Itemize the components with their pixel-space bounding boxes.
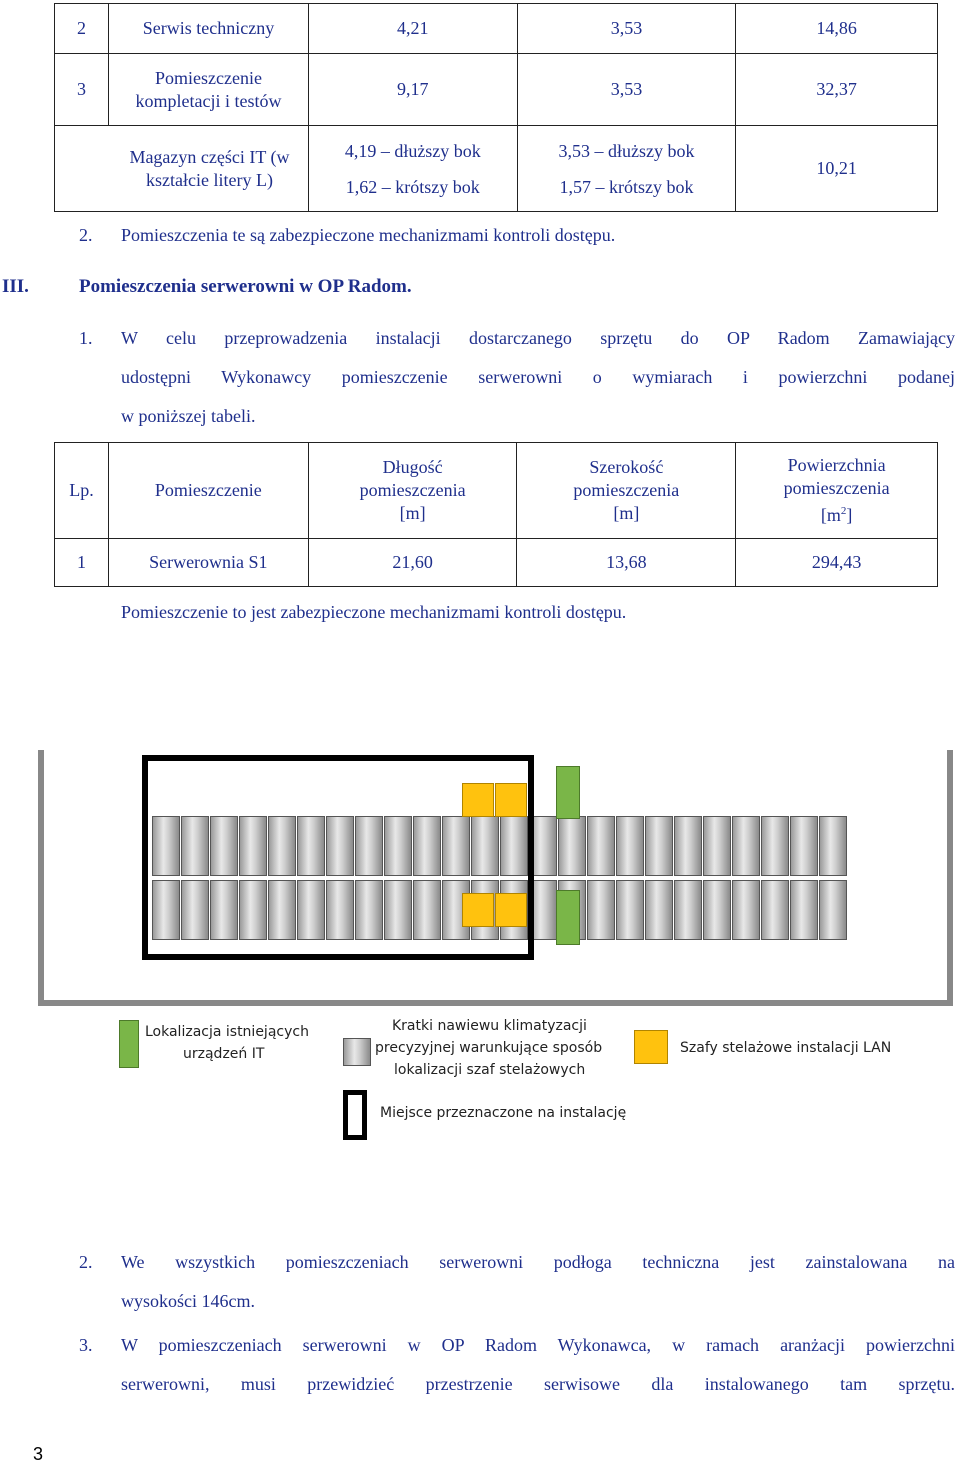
legend-green-label-2: urządzeń IT: [183, 1046, 265, 1062]
wall-left: [38, 750, 44, 1002]
header-length-3: [m]: [399, 503, 426, 523]
cell-area: 32,37: [736, 54, 938, 126]
paragraph-line: serwerowni, musi przewidzieć przestrzenie serwisowe dla instalowanego tam sprzętu.: [121, 1374, 955, 1394]
unit-exponent: 2: [840, 505, 847, 517]
paragraph-line: We wszystkich pomieszczeniach serwerowni podłoga techniczna jest zainstalowana na: [121, 1252, 955, 1272]
width-short: 1,57 – krótszy bok: [559, 176, 694, 197]
cell-area: 14,86: [736, 4, 938, 54]
list-number: 2.: [79, 225, 93, 245]
existing-it-device: [556, 766, 580, 819]
header-width-3: [m]: [613, 503, 640, 523]
paragraph-line: wysokości 146cm.: [121, 1291, 255, 1311]
wall-right: [947, 750, 953, 1002]
cell-length: 4,21: [308, 4, 517, 54]
length-long: 4,19 – dłuższy bok: [344, 140, 481, 161]
air-grill-tile: [703, 816, 731, 876]
cell-name: Serwis techniczny: [108, 4, 308, 54]
server-room-table: [54, 442, 938, 587]
cell-width: 3,53: [517, 4, 736, 54]
cell-length: [308, 126, 517, 212]
air-grill-tile: [674, 880, 702, 940]
list-number: 3.: [79, 1335, 93, 1355]
air-grill-tile: [819, 880, 847, 940]
air-grill-tile: [558, 816, 586, 876]
table-row: [55, 126, 938, 212]
paragraph-line: udostępni Wykonawcy pomieszczenie serwerowni o wymiarach i powierzchni podanej: [121, 367, 955, 387]
legend-install-swatch: [343, 1090, 367, 1140]
unit-open: [m: [820, 505, 841, 525]
cell-length: 9,17: [308, 54, 517, 126]
header-area-3: [740, 500, 933, 527]
table-row: [55, 539, 938, 587]
legend-grill-label-2: precyzyjnej warunkujące sposób: [375, 1040, 603, 1056]
cell-lp: 1: [55, 539, 109, 587]
list-number: 1.: [79, 328, 93, 348]
cell-name: [55, 126, 309, 212]
air-grill-tile: [674, 816, 702, 876]
air-grill-tile: [790, 880, 818, 940]
header-lp: Lp.: [55, 443, 109, 539]
air-grill-tile: [761, 880, 789, 940]
air-grill-tile: [616, 880, 644, 940]
unit-close: ]: [846, 505, 853, 525]
paragraph-line: W celu przeprowadzenia instalacji dostarczanego sprzętu do OP Radom Zamawiający: [121, 328, 955, 348]
wall-bottom: [38, 1000, 953, 1006]
cell-room: Serwerownia S1: [108, 539, 308, 587]
header-length: [308, 443, 517, 539]
air-grill-tile: [703, 880, 731, 940]
paragraph-line: w poniższej tabeli.: [121, 406, 256, 426]
cell-length: 21,60: [308, 539, 517, 587]
air-grill-tile: [732, 880, 760, 940]
header-area: [736, 443, 938, 539]
air-grill-tile: [732, 816, 760, 876]
legend-install-label: Miejsce przeznaczone na instalację: [380, 1105, 627, 1121]
storage-name: Magazyn części IT (w kształcie litery L): [129, 146, 290, 190]
table-header-row: [55, 443, 938, 539]
access-control-note: Pomieszczenia te są zabezpieczone mechanizmami kontroli dostępu.: [121, 225, 616, 245]
header-width-1: Szerokość: [589, 457, 664, 477]
lan-rack: [495, 893, 527, 927]
air-grill-tile: [790, 816, 818, 876]
cell-area: 10,21: [736, 126, 938, 212]
air-grill-tile: [616, 816, 644, 876]
header-area-1: Powierzchnia: [787, 455, 886, 475]
paragraph-line: W pomieszczeniach serwerowni w OP Radom Wykonawca, w ramach aranżacji powierzchni: [121, 1335, 955, 1355]
header-room: Pomieszczenie: [108, 443, 308, 539]
lan-rack: [462, 893, 494, 927]
legend-green-label-1: Lokalizacja istniejących: [145, 1024, 309, 1040]
cell-width: 13,68: [517, 539, 736, 587]
legend-green-swatch: [119, 1020, 139, 1068]
cell-area: 294,43: [736, 539, 938, 587]
server-room-floor-plan: [38, 750, 953, 1006]
header-length-2: pomieszczenia: [359, 480, 466, 500]
page-number: 3: [33, 1444, 44, 1464]
air-grill-tile: [645, 816, 673, 876]
header-width-2: pomieszczenia: [573, 480, 680, 500]
air-grill-tile: [645, 880, 673, 940]
air-grill-tile: [587, 880, 615, 940]
header-width: [517, 443, 736, 539]
legend-rack-swatch: [634, 1030, 668, 1064]
header-length-1: Długość: [382, 457, 443, 477]
cell-name: Pomieszczenie kompletacji i testów: [108, 54, 308, 126]
lan-rack: [495, 783, 527, 817]
list-number: 2.: [79, 1252, 93, 1272]
existing-it-device: [556, 890, 580, 945]
cell-width: 3,53: [517, 54, 736, 126]
length-short: 1,62 – krótszy bok: [345, 176, 480, 197]
legend-rack-label: Szafy stelażowe instalacji LAN: [680, 1040, 892, 1056]
cell-num: 2: [55, 4, 109, 54]
table-row: [55, 54, 938, 126]
legend-grill-label-1: Kratki nawiewu klimatyzacji: [392, 1018, 587, 1034]
air-grill-tile: [761, 816, 789, 876]
cell-width: [517, 126, 736, 212]
lan-rack: [462, 783, 494, 817]
air-grill-tile: [587, 816, 615, 876]
section-title: Pomieszczenia serwerowni w OP Radom.: [79, 276, 412, 297]
width-long: 3,53 – dłuższy bok: [558, 140, 695, 161]
table-row: [55, 4, 938, 54]
section-number: III.: [2, 276, 29, 297]
rooms-table: [54, 3, 938, 212]
air-grill-tile: [819, 816, 847, 876]
cell-num: 3: [55, 54, 109, 126]
header-area-2: pomieszczenia: [783, 478, 890, 498]
legend-grill-swatch: [343, 1038, 371, 1066]
access-control-note: Pomieszczenie to jest zabezpieczone mechanizmami kontroli dostępu.: [121, 602, 627, 622]
legend-grill-label-3: lokalizacji szaf stelażowych: [394, 1062, 586, 1078]
